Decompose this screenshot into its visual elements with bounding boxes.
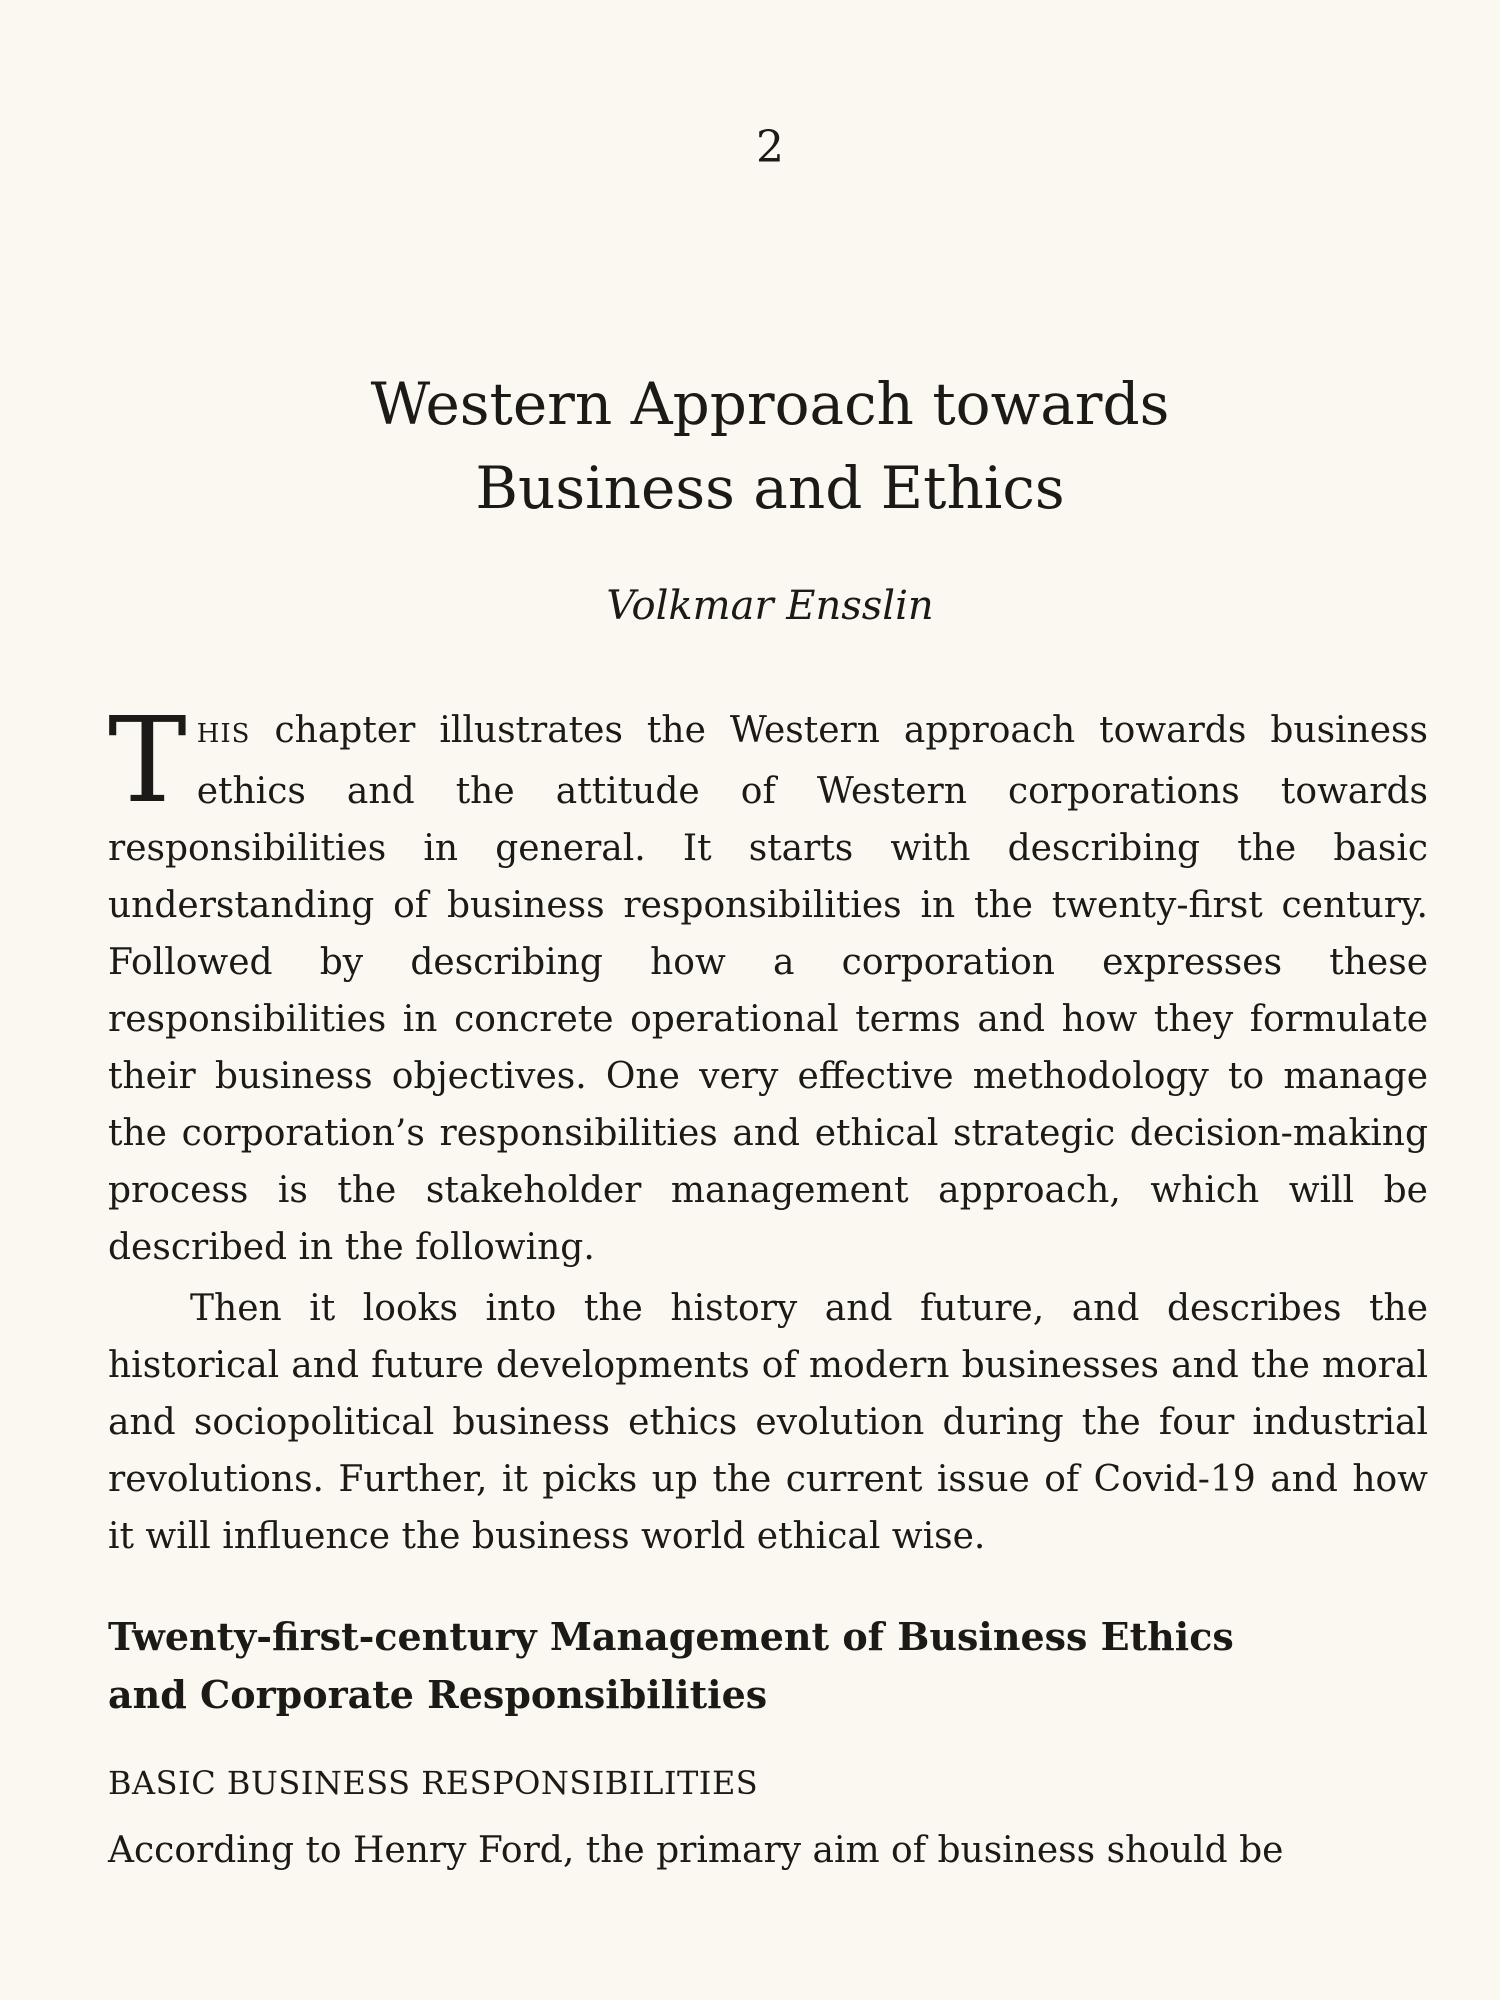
subsection-heading: BASIC BUSINESS RESPONSIBILITIES [108, 1764, 759, 1802]
intro-paragraph-1 [108, 691, 1428, 1276]
intro-paragraph-2: Then it looks into the history and future, and describes the historical and future developments of modern businesses and the moral and sociopolitical business ethics evolution during the four industrial revolutions. Further, it picks up the current issue of Covid-19 and how it will influence the business world ethical wise. [108, 1288, 1428, 1557]
chapter-number: 2 [756, 122, 784, 173]
chapter-title-line-1: Western Approach towards [370, 370, 1170, 438]
intro-paragraph-1-text: chapter illustrates the Western approach towards business ethics and the attitude of Western corporations towards responsibilities in general. It starts with describing the basic understanding of business responsibilities in the twenty-first century. Followed by describing how a corporation expresses these responsibilities in concrete operational terms and how they formulate their business objectives. One very effective methodology to manage the corporation’s responsibilities and ethical strategic decision-making process is the stakeholder management approach, which will be described in the following. [108, 710, 1428, 1268]
section-heading-line-1: Twenty-first-century Management of Business Ethics [108, 1614, 1234, 1659]
section-paragraph-1: According to Henry Ford, the primary aim of business should be [108, 1830, 1284, 1871]
section-heading [108, 1608, 1428, 1724]
drop-cap: T [108, 691, 187, 829]
small-caps-lead: HIS [196, 719, 251, 749]
chapter-title [0, 362, 1500, 530]
section-heading-line-2: and Corporate Responsibilities [108, 1672, 768, 1717]
chapter-title-line-2: Business and Ethics [475, 454, 1065, 522]
chapter-author: Volkmar Ensslin [606, 583, 934, 629]
